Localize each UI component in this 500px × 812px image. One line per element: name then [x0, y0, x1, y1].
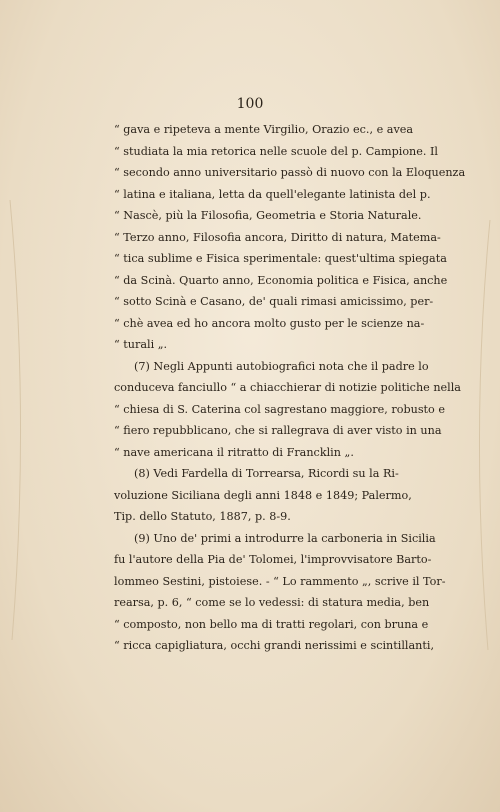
body-text [114, 119, 466, 657]
text-line: Tip. dello Statuto, 1887, p. 8-9. [114, 510, 291, 523]
text-line: “ studiata la mia retorica nelle scuole del p. Campione. Il [114, 144, 438, 158]
text-line: “ Terzo anno, Filosofia ancora, Diritto di natura, Matema- [114, 230, 441, 244]
text-line: “ secondo anno universitario passò di nuovo con la Eloquenza [114, 166, 466, 179]
text-line: “ nave americana il ritratto di Francklin „. [114, 445, 354, 459]
text-line: “ Nascè, più la Filosofia, Geometria e Storia Naturale. [114, 209, 422, 222]
text-line: “ sotto Scinà e Casano, de' quali rimasi amicissimo, per- [114, 295, 434, 308]
text-line: “ chiesa di S. Caterina col sagrestano maggiore, robusto e [114, 402, 445, 416]
text-line: (8) Vedi Fardella di Torrearsa, Ricordi su la Ri- [134, 467, 399, 480]
text-line: “ tica sublime e Fisica sperimentale: quest'ultima spiegata [114, 252, 447, 265]
text-line: (9) Uno de' primi a introdurre la carboneria in Sicilia [134, 531, 436, 545]
page-number: 100 [236, 96, 264, 112]
text-line: rearsa, p. 6, “ come se lo vedessi: di statura media, ben [114, 596, 430, 609]
text-line: “ da Scinà. Quarto anno, Economia politica e Fisica, anche [114, 273, 448, 287]
text-line: “ latina e italiana, letta da quell'elegante latinista del p. [114, 187, 431, 201]
text-line: voluzione Siciliana degli anni 1848 e 1849; Palermo, [114, 488, 412, 502]
text-line: “ ricca capigliatura, occhi grandi nerissimi e scintillanti, [114, 639, 434, 652]
text-line: (7) Negli Appunti autobiografici nota che il padre lo [134, 359, 429, 373]
text-line: conduceva fanciullo “ a chiacchierar di notizie politiche nella [114, 381, 461, 394]
text-line: fu l'autore della Pia de' Tolomei, l'improvvisatore Barto- [114, 553, 432, 566]
text-line: “ turali „. [114, 338, 168, 351]
text-line: “ fiero repubblicano, che si rallegrava di aver visto in una [114, 424, 442, 437]
text-line: lommeo Sestini, pistoiese. - “ Lo rammento „, scrive il Tor- [114, 574, 446, 588]
text-line: “ chè avea ed ho ancora molto gusto per le scienze na- [114, 316, 425, 330]
text-line: “ gava e ripeteva a mente Virgilio, Orazio ec., e avea [114, 123, 414, 136]
text-line: “ composto, non bello ma di tratti regolari, con bruna e [114, 617, 429, 631]
